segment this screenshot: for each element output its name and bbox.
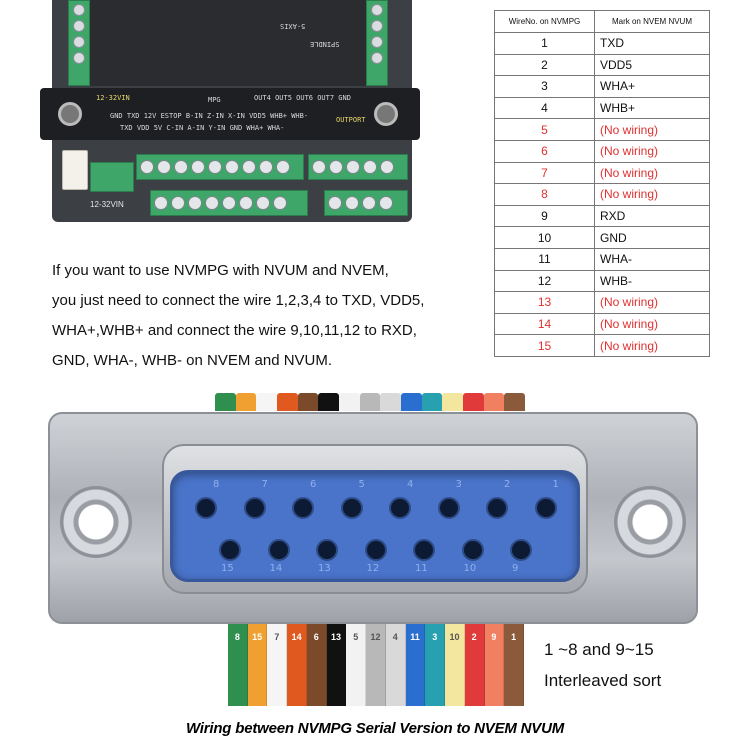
ribbon-wire-top [380, 393, 401, 411]
mark-cell: (No wiring) [595, 119, 710, 141]
mark-cell: (No wiring) [595, 292, 710, 314]
mark-cell: RXD [595, 205, 710, 227]
pin-hole [365, 539, 387, 561]
wire-number-cell: 14 [495, 313, 595, 335]
ribbon-wire [366, 624, 386, 706]
pin-number-label: 6 [310, 479, 317, 490]
ribbon-wire-top [360, 393, 381, 411]
db15-connector [48, 412, 698, 624]
pin-number-label: 1 [552, 479, 559, 490]
wire-number-cell: 3 [495, 76, 595, 98]
instruction-line-4: GND, WHA-, WHB- on NVEM and NVUM. [52, 352, 333, 369]
mount-screw-right [374, 102, 398, 126]
table-body [495, 33, 710, 357]
table-row [495, 205, 710, 227]
table-row [495, 140, 710, 162]
mount-hole-left [60, 486, 132, 558]
output-pins-label: OUT4 OUT5 OUT6 OUT7 GND [254, 94, 351, 102]
instruction-text [52, 256, 492, 376]
mark-cell: GND [595, 227, 710, 249]
mark-cell: WHA- [595, 248, 710, 270]
pin-number-label: 10 [463, 563, 477, 574]
mpg-pins-row2: TXD VDD 5V C-IN A-IN Y-IN GND WHA+ WHA- [120, 124, 285, 132]
ribbon-wire-top [215, 393, 236, 411]
table-row [495, 313, 710, 335]
mpg-label: MPG [208, 96, 221, 104]
mpg-terminal-row-bottom [150, 190, 308, 216]
mark-cell: (No wiring) [595, 313, 710, 335]
mark-cell: WHA+ [595, 76, 710, 98]
mpg-terminal-row-top [136, 154, 304, 180]
ribbon-wire-top [442, 393, 463, 411]
wire-number-label: 13 [331, 632, 342, 642]
ribbon-wire [267, 624, 287, 706]
wire-number-label: 6 [313, 632, 319, 642]
wire-number-label: 15 [252, 632, 263, 642]
wire-number-cell: 8 [495, 184, 595, 206]
ribbon-wire [406, 624, 426, 706]
ribbon-wire [386, 624, 406, 706]
voltage-label-bottom: 12-32VIN [90, 200, 124, 209]
mpg-pins-row1: GND TXD 12V ESTOP B-IN Z-IN X-IN VDD5 WHB+ WHB- [110, 112, 309, 120]
mount-screw-left [58, 102, 82, 126]
ribbon-wire [307, 624, 327, 706]
table-row [495, 76, 710, 98]
left-terminal-strip [68, 0, 90, 86]
table-row [495, 162, 710, 184]
ribbon-wire-top [256, 393, 277, 411]
ribbon-wire [228, 624, 248, 706]
pin-number-label: 14 [269, 563, 283, 574]
pin-number-label: 2 [504, 479, 511, 490]
controller-board [40, 0, 420, 222]
mark-cell: TXD [595, 33, 710, 55]
sort-note [544, 634, 661, 696]
wire-number-cell: 10 [495, 227, 595, 249]
ribbon-wire-top [401, 393, 422, 411]
wire-number-label: 11 [410, 632, 420, 642]
output-terminal-row-bottom [324, 190, 408, 216]
axis-label: 5-AXIS [280, 22, 306, 30]
mark-cell: (No wiring) [595, 162, 710, 184]
table-row [495, 227, 710, 249]
header-wire-no: WireNo. on NVMPG [495, 11, 595, 33]
wire-number-label: 5 [353, 632, 359, 642]
ribbon-wire [248, 624, 268, 706]
wire-number-cell: 5 [495, 119, 595, 141]
wire-number-label: 2 [471, 632, 477, 642]
table-header-row [495, 11, 710, 33]
ribbon-wire [445, 624, 465, 706]
ribbon-wire [425, 624, 445, 706]
ribbon-wire [485, 624, 505, 706]
ribbon-wire-top [236, 393, 257, 411]
mark-cell: VDD5 [595, 54, 710, 76]
wire-number-cell: 2 [495, 54, 595, 76]
table-row [495, 97, 710, 119]
table-row [495, 335, 710, 357]
sort-note-line-2: Interleaved sort [544, 671, 662, 690]
ribbon-wire-top [298, 393, 319, 411]
pin-hole [244, 497, 266, 519]
mark-cell: (No wiring) [595, 184, 710, 206]
pin-hole [316, 539, 338, 561]
mark-cell: (No wiring) [595, 140, 710, 162]
pin-hole [341, 497, 363, 519]
pin-number-label: 4 [407, 479, 414, 490]
wire-number-label: 3 [432, 632, 438, 642]
wire-number-label: 14 [291, 632, 302, 642]
pin-hole [486, 497, 508, 519]
wire-number-label: 4 [392, 632, 398, 642]
ribbon-wire [465, 624, 485, 706]
pin-number-label: 11 [415, 563, 428, 574]
wire-number-cell: 12 [495, 270, 595, 292]
wire-number-cell: 11 [495, 248, 595, 270]
wire-number-cell: 9 [495, 205, 595, 227]
pin-hole [389, 497, 411, 519]
wire-number-cell: 1 [495, 33, 595, 55]
figure-caption: Wiring between NVMPG Serial Version to NVEM NVUM [185, 720, 565, 737]
wire-number-cell: 15 [495, 335, 595, 357]
header-mark: Mark on NVEM NVUM [595, 11, 710, 33]
output-label: OUTPORT [336, 116, 366, 124]
mark-cell: WHB+ [595, 97, 710, 119]
ribbon-cable-top [215, 393, 525, 411]
pin-number-label: 7 [261, 479, 268, 490]
pin-number-label: 15 [221, 563, 234, 574]
instruction-line-2: you just need to connect the wire 1,2,3,4 to TXD, VDD5, [52, 292, 425, 309]
wire-mapping-table [494, 10, 710, 357]
ribbon-wire-top [484, 393, 505, 411]
ribbon-wire [504, 624, 524, 706]
power-terminal [90, 162, 134, 192]
board-clamp-bar [40, 88, 420, 140]
pin-number-label: 13 [318, 563, 331, 574]
wire-number-cell: 4 [495, 97, 595, 119]
wire-number-cell: 6 [495, 140, 595, 162]
pin-hole [510, 539, 532, 561]
instruction-line-3: WHA+,WHB+ and connect the wire 9,10,11,12 to RXD, [52, 322, 417, 339]
instruction-line-1: If you want to use NVMPG with NVUM and NVEM, [52, 262, 389, 279]
sort-note-line-1: 1 ~8 and 9~15 [544, 640, 654, 659]
board-inner-panel [80, 0, 380, 86]
wire-number-cell: 7 [495, 162, 595, 184]
ribbon-wire-top [318, 393, 339, 411]
wire-number-label: 12 [370, 632, 381, 642]
ribbon-wire-top [463, 393, 484, 411]
table-row [495, 33, 710, 55]
pin-hole [195, 497, 217, 519]
ribbon-wire-top [339, 393, 360, 411]
table-row [495, 292, 710, 314]
wire-number-label: 8 [234, 632, 240, 642]
connector-insert [170, 470, 580, 582]
pin-number-label: 9 [512, 563, 519, 574]
ribbon-wire [346, 624, 366, 706]
pin-number-label: 12 [366, 563, 380, 574]
ribbon-wire-top [504, 393, 525, 411]
pin-hole [413, 539, 435, 561]
mount-hole-right [614, 486, 686, 558]
mark-cell: WHB- [595, 270, 710, 292]
right-terminal-strip [366, 0, 388, 86]
wire-number-label: 1 [511, 632, 517, 642]
pin-hole [535, 497, 557, 519]
pin-hole [292, 497, 314, 519]
voltage-label-top: 12-32VIN [96, 94, 130, 102]
wire-number-label: 9 [491, 632, 497, 642]
ribbon-wire [327, 624, 347, 706]
table-row [495, 270, 710, 292]
pin-hole [268, 539, 290, 561]
white-connector-plug [62, 150, 88, 190]
table-row [495, 184, 710, 206]
pin-hole [438, 497, 460, 519]
ribbon-wire-top [422, 393, 443, 411]
version-label: SPINDLE [310, 40, 340, 48]
pin-number-label: 5 [358, 479, 365, 490]
wire-number-label: 10 [449, 632, 460, 642]
wire-number-cell: 13 [495, 292, 595, 314]
pin-number-label: 3 [455, 479, 462, 490]
wire-number-label: 7 [274, 632, 280, 642]
output-terminal-row-top [308, 154, 408, 180]
table-row [495, 54, 710, 76]
table-row [495, 119, 710, 141]
ribbon-wire-top [277, 393, 298, 411]
pin-number-label: 8 [213, 479, 220, 490]
pin-hole [219, 539, 241, 561]
ribbon-cable [228, 624, 524, 706]
ribbon-wire [287, 624, 307, 706]
table-row [495, 248, 710, 270]
mark-cell: (No wiring) [595, 335, 710, 357]
pin-hole [462, 539, 484, 561]
